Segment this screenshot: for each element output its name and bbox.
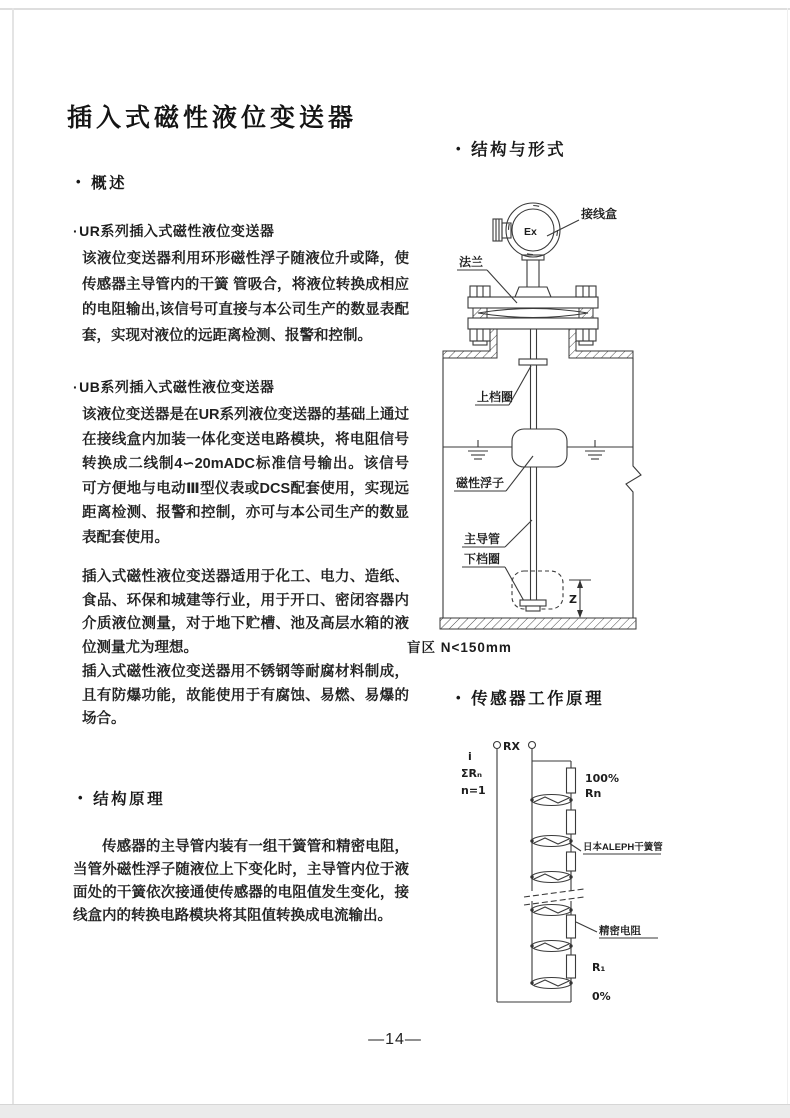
svg-text:法兰: 法兰 — [459, 255, 484, 269]
svg-text:接线盒: 接线盒 — [581, 207, 618, 221]
reed-switch — [530, 872, 572, 883]
label-flange — [457, 254, 517, 303]
svg-text:Z: Z — [569, 593, 577, 606]
svg-text:日本ALEPH干簧管: 日本ALEPH干簧管 — [583, 842, 663, 853]
section-principle-heading — [78, 787, 165, 809]
label-0-percent: 0% — [592, 990, 611, 1003]
principle-body: 传感器的主导管内装有一组干簧管和精密电阻，当管外磁性浮子随液位上下变化时，主导管内位于液面处的干簧依次接通使传感器的电阻值发生变化，接线盒内的转换电路模块将其阻值转换成电流输出。 — [73, 839, 409, 924]
svg-text:上档圈: 上档圈 — [477, 390, 514, 404]
bullet-icon: • — [78, 790, 86, 805]
section-sensor-title: 传感器工作原理 — [471, 690, 605, 708]
reed-switch — [530, 978, 572, 989]
label-precision-resistor — [576, 922, 658, 938]
svg-text:主导管: 主导管 — [464, 532, 501, 546]
section-overview-title: 概述 — [91, 175, 128, 192]
label-guide-tube — [462, 520, 532, 547]
svg-text:精密电阻: 精密电阻 — [599, 925, 641, 937]
label-lower-ring — [462, 551, 524, 601]
overview-item-ub-title-text: UB系列插入式磁性液位变送器 — [79, 379, 275, 395]
magnetic-float — [512, 429, 567, 467]
overview-item-ub-title — [73, 374, 409, 400]
label-reed-switch — [569, 841, 663, 854]
page-number: —14— — [368, 1031, 422, 1048]
svg-text:磁性浮子: 磁性浮子 — [456, 476, 505, 490]
upper-stop-ring — [519, 359, 547, 365]
scan-edge-bottom — [0, 1104, 790, 1118]
scan-edge-right — [787, 8, 788, 1105]
transmitter-head — [493, 203, 560, 297]
section-overview-heading — [76, 171, 127, 193]
svg-text:n=1: n=1 — [461, 784, 486, 797]
overview-item-ur — [73, 218, 409, 349]
reed-switch — [530, 905, 572, 916]
overview-paragraph-applications: 插入式磁性液位变送器适用于化工、电力、造纸、食品、环保和城建等行业，用于开口、密闭容器内介质液位测量，对于地下贮槽、池及高层水箱的液位测量尤为理想。 — [82, 569, 409, 656]
overview-item-ur-body: 该液位变送器利用环形磁性浮子随液位升或降，使传感器主导管内的干簧 管吸合，将液位转换成相应的电阻输出,该信号可直接与本公司生产的数显表配套，实现对液位的远距离检测、报警和控制。 — [82, 251, 409, 344]
bullet-icon: • — [456, 690, 464, 705]
reed-switch — [530, 836, 572, 847]
rx-label: RX — [503, 740, 520, 753]
z-dimension — [569, 580, 591, 618]
blind-zone-caption: 盲区 N<150mm — [407, 640, 512, 655]
scan-edge-left — [12, 8, 14, 1105]
overview-item-ub-body: 该液位变送器是在UR系列液位变送器的基础上通过在接线盒内加装一体化变送电路模块，将电阻信号转换成二线制4∽20mADC标准信号输出。该信号可方便地与电动Ⅲ型仪表或DCS配套使用，实现远距离检测、报警和控制，亦可与本公司生产的数显表配套使用。 — [82, 407, 409, 546]
overview-item-ur-title-text: UR系列插入式磁性液位变送器 — [79, 223, 275, 239]
page-title: 插入式磁性液位变送器 — [67, 104, 358, 132]
dot-icon: · — [73, 223, 79, 239]
svg-text:i: i — [468, 750, 472, 763]
label-rn: Rn — [585, 787, 602, 800]
label-upper-ring — [475, 366, 531, 405]
reed-switch — [530, 795, 572, 806]
break-symbol — [524, 889, 584, 905]
label-100-percent: 100% — [585, 772, 619, 785]
structure-figure — [403, 192, 665, 634]
water-symbol-right — [585, 440, 605, 459]
overview-paragraph-materials: 插入式磁性液位变送器用不锈钢等耐腐材料制成，且有防爆功能，故能使用于有腐蚀、易燃、易爆的场合。 — [82, 664, 409, 727]
reed-switch — [530, 941, 572, 952]
circuit-terminals — [494, 740, 536, 753]
ex-mark: Ex — [524, 226, 537, 238]
sensor-circuit-figure — [448, 727, 694, 1017]
section-principle-title: 结构原理 — [93, 791, 166, 808]
tank-top — [443, 329, 633, 358]
scan-edge-top — [0, 8, 790, 10]
svg-text:ΣRₙ: ΣRₙ — [461, 767, 482, 780]
section-sensor-heading — [456, 685, 604, 709]
overview-item-ur-title — [73, 218, 409, 244]
dot-icon: · — [73, 379, 79, 395]
summation-notation — [461, 750, 486, 797]
bullet-icon: • — [456, 141, 464, 156]
flange-assembly — [468, 286, 598, 345]
bullet-icon: • — [76, 174, 84, 189]
svg-text:下档圈: 下档圈 — [464, 552, 501, 566]
water-symbol-left — [468, 440, 488, 459]
tank-bottom — [440, 618, 636, 629]
section-structure-title: 结构与形式 — [471, 141, 567, 159]
overview-item-ub — [73, 374, 409, 550]
label-r1: R₁ — [592, 961, 606, 974]
section-structure-heading — [456, 136, 566, 160]
